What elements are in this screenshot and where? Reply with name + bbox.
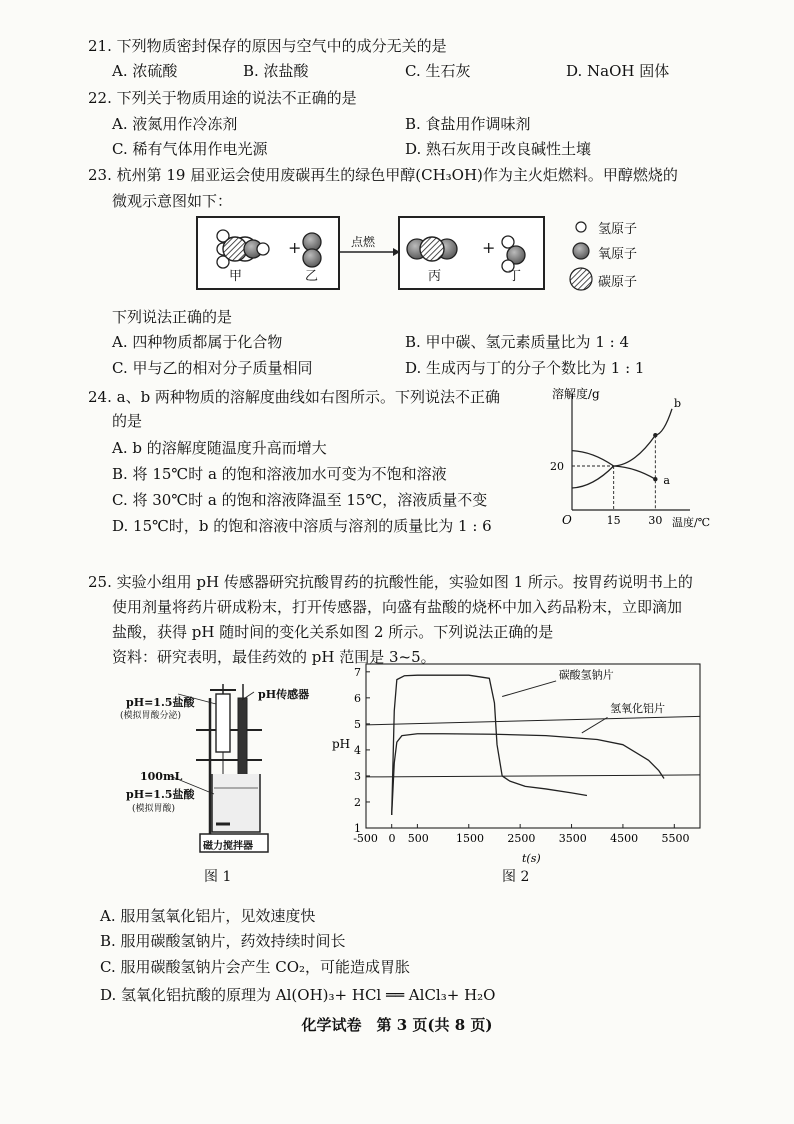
solubility-x-tick-30: 30 (648, 514, 663, 527)
ph-x-tick-0: 0 (388, 832, 396, 845)
solubility-y-tick-20: 20 (550, 460, 564, 473)
ph-y-tick-3: 3 (354, 769, 361, 783)
ph-y-tick-1: 1 (354, 822, 361, 835)
methanol-molecule (217, 230, 269, 268)
q21-option-a[interactable]: A. 浓硫酸 (112, 62, 178, 80)
oxygen-atom-icon (573, 243, 589, 259)
ph-y-tick-6: 6 (354, 691, 361, 705)
q22-option-b[interactable]: B. 食盐用作调味剂 (405, 115, 531, 133)
q24-option-c[interactable]: C. 将 30℃时 a 的饱和溶液降温至 15℃，溶液质量不变 (112, 491, 488, 509)
q24-option-b[interactable]: B. 将 15℃时 a 的饱和溶液加水可变为不饱和溶液 (112, 465, 447, 483)
q21-option-b[interactable]: B. 浓盐酸 (243, 62, 309, 80)
solubility-series-label-b: b (674, 396, 682, 410)
solubility-x-tick-15: 15 (606, 514, 621, 527)
solubility-y-label: 溶解度/g (552, 387, 600, 401)
q22-option-d[interactable]: D. 熟石灰用于改良碱性土壤 (405, 140, 592, 158)
q25-option-d[interactable]: D. 氢氧化铝抗酸的原理为 Al(OH)₃+ HCl ══ AlCl₃+ H₂O (100, 986, 496, 1004)
fig1-sensor-label: pH传感器 (258, 688, 310, 701)
label-bing: 丙 (428, 269, 442, 284)
plus-sign-products: + (482, 238, 496, 257)
q25-stem-line3: 盐酸，获得 pH 随时间的变化关系如图 2 所示。下列说法正确的是 (112, 623, 554, 641)
solubility-curve-b (572, 409, 672, 488)
ph-reference-line-5 (366, 716, 700, 725)
label-yi: 乙 (305, 269, 319, 284)
ph-leader-sodium-bicarbonate (502, 681, 556, 697)
q24-stem-line2: 的是 (112, 412, 143, 430)
fig2-caption: 图 2 (502, 869, 530, 885)
ph-plot-frame (366, 664, 700, 828)
ph-x-tick-2500: 2500 (507, 832, 536, 845)
ph-reference-line-3 (366, 775, 700, 777)
q21-option-d[interactable]: D. NaOH 固体 (566, 62, 670, 80)
atom-legend-icons (566, 216, 596, 296)
fig1-stirrer-label: 磁力搅拌器 (203, 841, 253, 852)
q23-option-a[interactable]: A. 四种物质都属于化合物 (112, 333, 283, 351)
ph-x-tick-4500: 4500 (610, 832, 639, 845)
q21-option-c[interactable]: C. 生石灰 (405, 62, 471, 80)
point-a-30 (653, 477, 657, 481)
legend-hydrogen: 氢原子 (598, 222, 638, 237)
q25-option-c[interactable]: C. 服用碳酸氢钠片会产生 CO₂，可能造成胃胀 (100, 958, 411, 976)
legend-carbon: 碳原子 (598, 275, 638, 290)
syringe (216, 694, 230, 752)
ph-y-label: pH (332, 737, 351, 751)
fig1-volume-label: 100mL (140, 770, 183, 783)
solubility-origin-label: O (562, 513, 572, 527)
q25-stem-line2: 使用剂量将药片研成粉末，打开传感器，向盛有盐酸的烧杯中加入药品粉末，立即滴加 (112, 598, 683, 616)
fig1-hcl-bottom-sublabel: (模拟胃酸) (132, 804, 176, 814)
reaction-diagram (190, 212, 610, 296)
q23-option-b[interactable]: B. 甲中碳、氢元素质量比为 1 : 4 (405, 333, 630, 351)
label-ding: 丁 (508, 269, 522, 284)
ph-curve-aluminum-hydroxide (392, 734, 664, 815)
solubility-curve-a (572, 451, 655, 480)
ignite-label: 点燃 (351, 235, 376, 249)
ph-x-tick-500: 500 (407, 832, 429, 845)
ph-x-label: t(s) (522, 852, 541, 865)
q21-stem: 21. 下列物质密封保存的原因与空气中的成分无关的是 (88, 37, 447, 55)
solubility-chart (548, 382, 718, 532)
q23-prompt: 下列说法正确的是 (112, 308, 233, 326)
q24-option-a[interactable]: A. b 的溶解度随温度升高而增大 (112, 439, 327, 457)
ph-y-tick-7: 7 (354, 665, 361, 679)
carbon-atom-icon (570, 268, 592, 290)
ph-x-tick-5500: 5500 (661, 832, 690, 845)
q22-option-a[interactable]: A. 液氮用作冷冻剂 (112, 115, 238, 133)
co2-molecule (407, 237, 457, 261)
page-footer: 化学试卷 第 3 页(共 8 页) (301, 1016, 493, 1034)
fig1-caption: 图 1 (204, 869, 232, 885)
q25-option-a[interactable]: A. 服用氢氧化铝片，见效速度快 (100, 907, 316, 925)
ph-series-label-sodium-bicarbonate: 碳酸氢钠片 (558, 668, 614, 682)
q23-option-d[interactable]: D. 生成丙与丁的分子个数比为 1 : 1 (405, 359, 645, 377)
ph-y-tick-2: 2 (354, 795, 361, 809)
oxygen-molecule (303, 233, 321, 267)
point-b-30 (653, 433, 657, 437)
q24-option-d[interactable]: D. 15℃时，b 的饱和溶液中溶质与溶剂的质量比为 1 : 6 (112, 517, 492, 535)
hydrogen-atom-icon (576, 222, 586, 232)
q25-option-b[interactable]: B. 服用碳酸氢钠片，药效持续时间长 (100, 932, 346, 950)
ph-y-tick-5: 5 (354, 717, 361, 731)
ph-x-tick--500: -500 (353, 832, 378, 845)
ph-x-tick-3500: 3500 (558, 832, 587, 845)
fig1-hcl-top-sublabel: (模拟胃酸分泌) (120, 711, 182, 721)
ph-chart (326, 656, 712, 866)
label-jia: 甲 (229, 269, 243, 284)
q22-stem: 22. 下列关于物质用途的说法不正确的是 (88, 89, 357, 107)
ph-curve-sodium-bicarbonate (392, 675, 587, 815)
q23-stem-line1: 23. 杭州第 19 届亚运会使用废碳再生的绿色甲醇(CH₃OH)作为主火炬燃料。甲醇燃烧的 (88, 166, 678, 184)
q23-option-c[interactable]: C. 甲与乙的相对分子质量相同 (112, 359, 313, 377)
solubility-series-label-a: a (663, 474, 670, 488)
plus-sign-reactants: + (288, 238, 302, 257)
ph-x-tick-1500: 1500 (455, 832, 484, 845)
q22-option-c[interactable]: C. 稀有气体用作电光源 (112, 140, 268, 158)
q25-note: 资料：研究表明，最佳药效的 pH 范围是 3~5。 (112, 648, 436, 666)
fig1-hcl-bottom-label: pH=1.5盐酸 (126, 788, 195, 801)
legend-oxygen: 氧原子 (598, 247, 638, 262)
fig1-hcl-top-label: pH=1.5盐酸 (126, 696, 195, 709)
q23-stem-line2: 微观示意图如下： (112, 192, 233, 210)
q25-stem-line1: 25. 实验小组用 pH 传感器研究抗酸胃药的抗酸性能，实验如图 1 所示。按胃药说明书上的 (88, 573, 693, 591)
ph-series-label-aluminum-hydroxide: 氢氧化铝片 (610, 702, 666, 716)
ph-y-tick-4: 4 (354, 743, 361, 757)
solubility-x-label: 温度/℃ (672, 516, 711, 529)
q24-stem-line1: 24. a、b 两种物质的溶解度曲线如右图所示。下列说法不正确 (88, 388, 500, 406)
